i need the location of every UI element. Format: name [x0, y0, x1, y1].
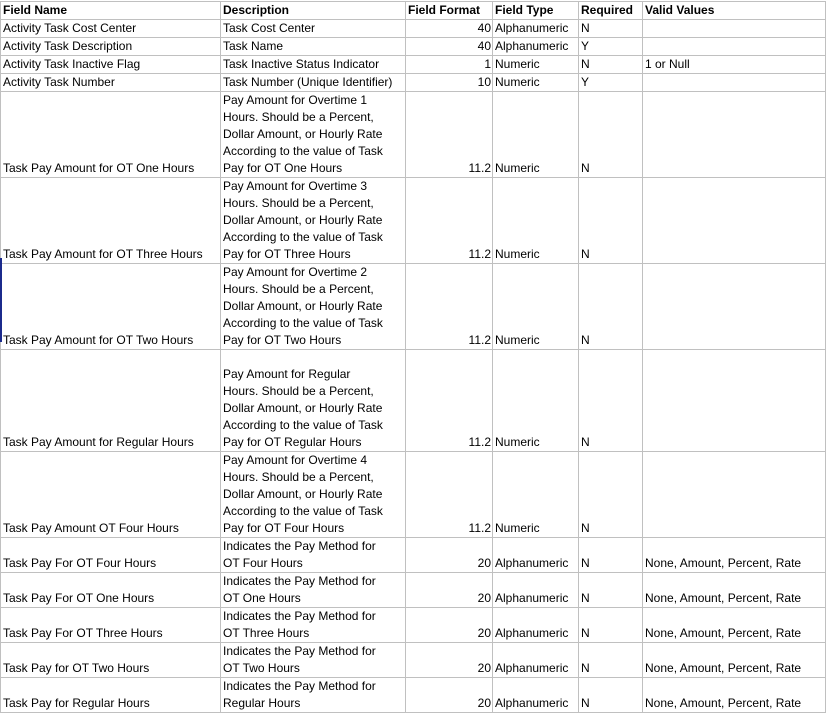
cell-field-name[interactable]: Task Pay For OT Four Hours — [1, 538, 221, 573]
cell-required[interactable]: N — [579, 538, 643, 573]
cell-field-name[interactable]: Task Pay Amount OT Four Hours — [1, 452, 221, 538]
table-row — [1, 452, 826, 538]
cell-description[interactable] — [221, 56, 406, 74]
cell-field-name[interactable]: Task Pay Amount for Regular Hours — [1, 350, 221, 452]
description-text: Task Inactive Status Indicator — [223, 57, 380, 71]
cell-field-type[interactable]: Alphanumeric — [493, 678, 579, 713]
cell-description[interactable] — [221, 608, 406, 643]
cell-field-type[interactable]: Numeric — [493, 74, 579, 92]
description-text: Pay Amount for Overtime 2 Hours. Should be a Percent, Dollar Amount, or Hourly Rate According to the value of Task Pay for OT Two Hours — [223, 265, 383, 347]
cell-description[interactable] — [221, 643, 406, 678]
cell-field-type[interactable]: Numeric — [493, 178, 579, 264]
description-text: Pay Amount for Overtime 1 Hours. Should be a Percent, Dollar Amount, or Hourly Rate According to the value of Task Pay for OT One Hours — [223, 93, 383, 175]
cell-required[interactable]: N — [579, 20, 643, 38]
table-row — [1, 178, 826, 264]
cell-field-name[interactable]: Activity Task Description — [1, 38, 221, 56]
table-row — [1, 538, 826, 573]
cell-field-type[interactable]: Alphanumeric — [493, 538, 579, 573]
cell-valid-values[interactable]: None, Amount, Percent, Rate — [643, 573, 826, 608]
cell-field-format[interactable]: 11.2 — [406, 452, 493, 538]
description-text: Pay Amount for Overtime 4 Hours. Should be a Percent, Dollar Amount, or Hourly Rate According to the value of Task Pay for OT Four Hours — [223, 453, 383, 535]
cell-description[interactable] — [221, 74, 406, 92]
cell-valid-values[interactable] — [643, 452, 826, 538]
table-row — [1, 608, 826, 643]
description-text: Pay Amount for Regular Hours. Should be a Percent, Dollar Amount, or Hourly Rate According to the value of Task Pay for OT Regular Hours — [223, 367, 383, 449]
cell-description[interactable] — [221, 20, 406, 38]
description-text: Indicates the Pay Method for OT Four Hours — [223, 539, 376, 570]
cell-description[interactable] — [221, 538, 406, 573]
cell-required[interactable]: Y — [579, 74, 643, 92]
table-row — [1, 678, 826, 713]
cell-valid-values[interactable]: None, Amount, Percent, Rate — [643, 678, 826, 713]
table-row — [1, 643, 826, 678]
header-field-name[interactable]: Field Name — [1, 2, 221, 20]
header-description[interactable]: Description — [221, 2, 406, 20]
row-selection-marker — [0, 258, 2, 342]
cell-valid-values[interactable] — [643, 350, 826, 452]
table-row — [1, 573, 826, 608]
cell-valid-values[interactable]: 1 or Null — [643, 56, 826, 74]
table-row — [1, 92, 826, 178]
header-required[interactable]: Required — [579, 2, 643, 20]
table-row — [1, 56, 826, 74]
cell-required[interactable]: N — [579, 643, 643, 678]
cell-required[interactable]: N — [579, 92, 643, 178]
cell-required[interactable]: Y — [579, 38, 643, 56]
cell-field-name[interactable]: Activity Task Inactive Flag — [1, 56, 221, 74]
cell-field-type[interactable]: Numeric — [493, 452, 579, 538]
description-text: Indicates the Pay Method for OT One Hours — [223, 574, 376, 605]
cell-valid-values[interactable] — [643, 74, 826, 92]
cell-field-type[interactable]: Numeric — [493, 264, 579, 350]
cell-field-format[interactable]: 20 — [406, 538, 493, 573]
description-text: Task Name — [223, 39, 284, 53]
description-text: Task Cost Center — [223, 21, 316, 35]
table-row — [1, 38, 826, 56]
cell-field-type[interactable]: Numeric — [493, 56, 579, 74]
cell-field-format[interactable]: 20 — [406, 608, 493, 643]
cell-field-name[interactable]: Task Pay For OT Three Hours — [1, 608, 221, 643]
cell-valid-values[interactable]: None, Amount, Percent, Rate — [643, 608, 826, 643]
cell-field-format[interactable]: 40 — [406, 20, 493, 38]
cell-valid-values[interactable]: None, Amount, Percent, Rate — [643, 538, 826, 573]
cell-description[interactable] — [221, 38, 406, 56]
description-text: Task Number (Unique Identifier) — [223, 75, 393, 89]
cell-field-format[interactable]: 20 — [406, 643, 493, 678]
cell-field-format[interactable]: 20 — [406, 573, 493, 608]
table-row — [1, 20, 826, 38]
table-row — [1, 74, 826, 92]
header-field-format[interactable]: Field Format — [406, 2, 493, 20]
cell-field-name[interactable]: Task Pay for OT Two Hours — [1, 643, 221, 678]
cell-field-type[interactable]: Alphanumeric — [493, 38, 579, 56]
cell-field-type[interactable]: Alphanumeric — [493, 608, 579, 643]
cell-description[interactable] — [221, 452, 406, 538]
cell-valid-values[interactable] — [643, 38, 826, 56]
cell-field-format[interactable]: 11.2 — [406, 350, 493, 452]
cell-required[interactable]: N — [579, 178, 643, 264]
cell-valid-values[interactable] — [643, 178, 826, 264]
cell-field-type[interactable]: Alphanumeric — [493, 643, 579, 678]
cell-field-name[interactable]: Task Pay Amount for OT One Hours — [1, 92, 221, 178]
description-text: Indicates the Pay Method for OT Two Hours — [223, 644, 376, 675]
cell-required[interactable]: N — [579, 264, 643, 350]
cell-required[interactable]: N — [579, 678, 643, 713]
cell-description[interactable] — [221, 92, 406, 178]
cell-field-format[interactable]: 1 — [406, 56, 493, 74]
spreadsheet — [0, 1, 827, 710]
field-spec-table — [0, 1, 826, 713]
cell-field-type[interactable]: Numeric — [493, 92, 579, 178]
cell-required[interactable]: N — [579, 350, 643, 452]
cell-description[interactable] — [221, 264, 406, 350]
table-row — [1, 264, 826, 350]
cell-field-format[interactable]: 40 — [406, 38, 493, 56]
cell-required[interactable]: N — [579, 608, 643, 643]
table-row — [1, 350, 826, 452]
cell-description[interactable] — [221, 573, 406, 608]
description-text: Pay Amount for Overtime 3 Hours. Should be a Percent, Dollar Amount, or Hourly Rate According to the value of Task Pay for OT Three Hours — [223, 179, 383, 261]
description-text: Indicates the Pay Method for Regular Hours — [223, 679, 376, 710]
description-text: Indicates the Pay Method for OT Three Hours — [223, 609, 376, 640]
cell-required[interactable]: N — [579, 573, 643, 608]
cell-valid-values[interactable] — [643, 20, 826, 38]
cell-field-format[interactable]: 11.2 — [406, 178, 493, 264]
cell-field-type[interactable]: Numeric — [493, 350, 579, 452]
cell-field-format[interactable]: 11.2 — [406, 92, 493, 178]
cell-valid-values[interactable] — [643, 92, 826, 178]
header-field-type[interactable]: Field Type — [493, 2, 579, 20]
cell-field-format[interactable]: 11.2 — [406, 264, 493, 350]
cell-field-name[interactable]: Task Pay Amount for OT Two Hours — [1, 264, 221, 350]
header-valid-values[interactable]: Valid Values — [643, 2, 826, 20]
cell-required[interactable]: N — [579, 452, 643, 538]
cell-description[interactable] — [221, 178, 406, 264]
cell-required[interactable]: N — [579, 56, 643, 74]
cell-field-name[interactable]: Task Pay For OT One Hours — [1, 573, 221, 608]
cell-description[interactable] — [221, 350, 406, 452]
table-body — [1, 20, 826, 713]
cell-field-format[interactable]: 10 — [406, 74, 493, 92]
header-row — [1, 2, 826, 20]
cell-field-name[interactable]: Activity Task Cost Center — [1, 20, 221, 38]
cell-valid-values[interactable] — [643, 264, 826, 350]
cell-field-name[interactable]: Task Pay Amount for OT Three Hours — [1, 178, 221, 264]
cell-field-type[interactable]: Alphanumeric — [493, 573, 579, 608]
cell-valid-values[interactable]: None, Amount, Percent, Rate — [643, 643, 826, 678]
cell-field-format[interactable]: 20 — [406, 678, 493, 713]
cell-field-type[interactable]: Alphanumeric — [493, 20, 579, 38]
cell-field-name[interactable]: Activity Task Number — [1, 74, 221, 92]
cell-description[interactable] — [221, 678, 406, 713]
cell-field-name[interactable]: Task Pay for Regular Hours — [1, 678, 221, 713]
